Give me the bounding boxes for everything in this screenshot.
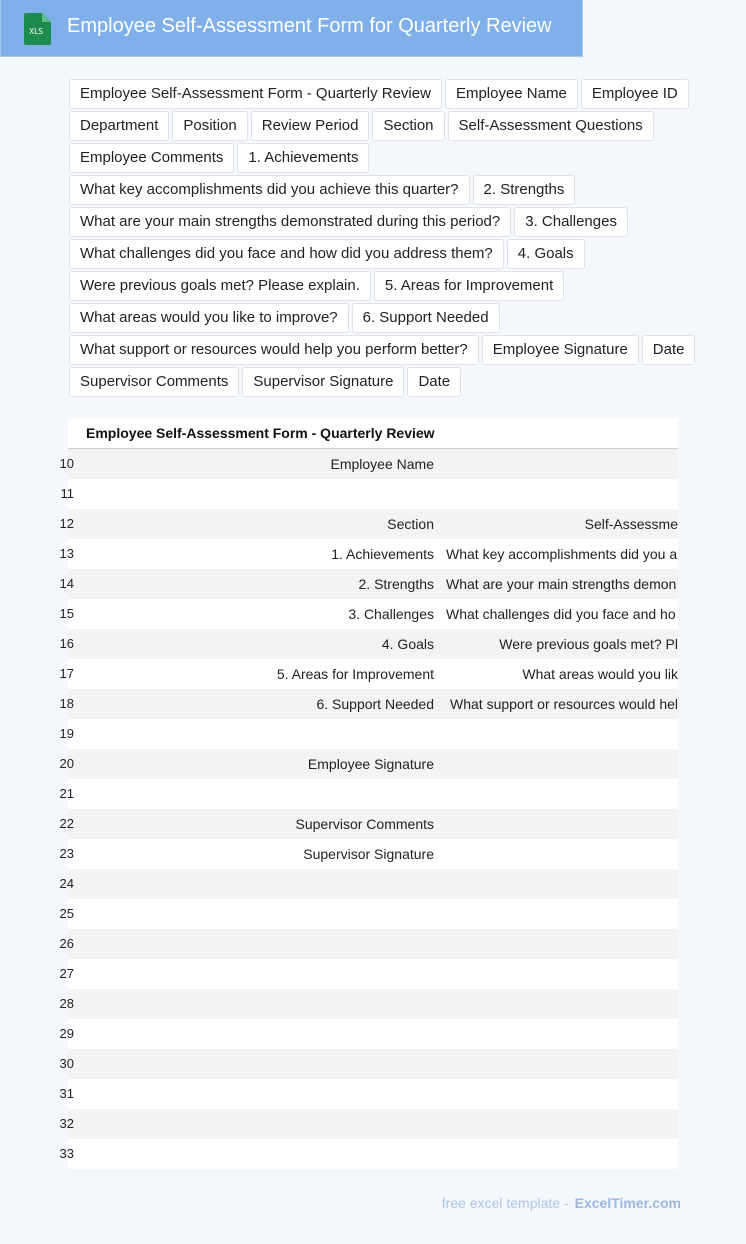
xls-file-icon <box>23 13 51 45</box>
keyword-tag[interactable]: Self-Assessment Questions <box>448 111 654 141</box>
row-number: 30 <box>59 1056 74 1071</box>
tag-row <box>69 207 694 239</box>
sheet-row <box>59 629 678 659</box>
keyword-tag[interactable]: Supervisor Comments <box>69 367 239 397</box>
sheet-row <box>59 659 678 689</box>
cell-question: What support or resources would hel <box>450 696 678 712</box>
sheet-rows <box>59 449 678 1169</box>
tag-row <box>69 271 694 303</box>
footer-text: free excel template - <box>441 1195 569 1211</box>
keyword-tag[interactable]: What areas would you like to improve? <box>69 303 349 333</box>
row-number: 27 <box>59 966 74 981</box>
tag-row <box>69 303 694 335</box>
keyword-tag[interactable]: What support or resources would help you perform better? <box>69 335 479 365</box>
sheet-row <box>60 479 678 509</box>
keyword-tag[interactable]: Employee Name <box>445 79 578 109</box>
keyword-tag[interactable]: 2. Strengths <box>473 175 576 205</box>
sheet-row <box>59 929 678 959</box>
keyword-tag[interactable]: What challenges did you face and how did you address them? <box>69 239 504 269</box>
sheet-row <box>59 599 678 629</box>
cell-label: 1. Achievements <box>331 546 434 562</box>
spreadsheet-preview <box>59 418 678 1168</box>
sheet-row <box>59 689 678 719</box>
keyword-tag[interactable]: What are your main strengths demonstrated during this period? <box>69 207 511 237</box>
keyword-tag[interactable]: What key accomplishments did you achieve this quarter? <box>69 175 470 205</box>
cell-label: 5. Areas for Improvement <box>276 666 434 682</box>
keyword-tag[interactable]: Employee ID <box>581 79 689 109</box>
row-number: 20 <box>59 756 74 771</box>
cell-label: 2. Strengths <box>358 576 434 592</box>
cell-question: Were previous goals met? Pl <box>499 636 678 652</box>
sheet-row <box>59 869 678 899</box>
cell-question: What areas would you lik <box>522 666 678 682</box>
row-number: 19 <box>59 726 74 741</box>
row-number: 13 <box>59 546 74 561</box>
row-number: 15 <box>59 606 74 621</box>
keyword-tag[interactable]: Review Period <box>251 111 370 141</box>
sheet-row <box>59 959 678 989</box>
keyword-tag[interactable]: Department <box>69 111 169 141</box>
keyword-tag[interactable]: Employee Signature <box>482 335 639 365</box>
cell-question: What are your main strengths demon <box>446 576 677 592</box>
keyword-tag[interactable]: Employee Comments <box>69 143 234 173</box>
keyword-tag-list <box>69 79 694 399</box>
row-number: 32 <box>59 1116 74 1131</box>
sheet-row <box>59 569 678 599</box>
row-number: 16 <box>59 636 74 651</box>
row-number: 33 <box>59 1146 74 1161</box>
sheet-row <box>59 779 678 809</box>
cell-label: 3. Challenges <box>348 606 434 622</box>
sheet-row <box>59 1079 678 1109</box>
keyword-tag[interactable]: Date <box>407 367 461 397</box>
row-number: 22 <box>59 816 74 831</box>
row-number: 14 <box>59 576 74 591</box>
sheet-row <box>59 1139 678 1169</box>
tag-row <box>69 79 694 111</box>
tag-row <box>69 239 694 271</box>
row-number: 17 <box>59 666 74 681</box>
keyword-tag[interactable]: 4. Goals <box>507 239 585 269</box>
row-number: 11 <box>60 486 74 501</box>
sheet-row <box>59 989 678 1019</box>
title-bar <box>0 0 583 57</box>
sheet-row <box>59 1109 678 1139</box>
sheet-header <box>68 418 678 449</box>
row-number: 12 <box>59 516 74 531</box>
page-title: Employee Self-Assessment Form for Quarterly Review <box>67 15 552 37</box>
row-number: 26 <box>59 936 74 951</box>
cell-label: 4. Goals <box>381 636 434 652</box>
row-number: 18 <box>59 696 74 711</box>
cell-label: Employee Name <box>330 456 434 472</box>
row-number: 29 <box>59 1026 74 1041</box>
keyword-tag[interactable]: Date <box>642 335 696 365</box>
sheet-row <box>59 809 678 839</box>
row-number: 31 <box>59 1086 74 1101</box>
keyword-tag[interactable]: 1. Achievements <box>237 143 369 173</box>
keyword-tag[interactable]: 5. Areas for Improvement <box>374 271 564 301</box>
row-number: 25 <box>59 906 74 921</box>
sheet-row <box>59 749 678 779</box>
keyword-tag[interactable]: Employee Self-Assessment Form - Quarterly Review <box>69 79 442 109</box>
keyword-tag[interactable]: Section <box>372 111 444 141</box>
keyword-tag[interactable]: Supervisor Signature <box>242 367 404 397</box>
keyword-tag[interactable]: Position <box>172 111 247 141</box>
row-number: 28 <box>59 996 74 1011</box>
xls-icon-label: XLS <box>28 27 44 36</box>
row-number: 10 <box>59 456 74 471</box>
cell-question: Self-Assessme <box>584 516 678 532</box>
cell-label: 6. Support Needed <box>316 696 434 712</box>
footer <box>442 1195 681 1211</box>
cell-label: Employee Signature <box>307 756 434 772</box>
tag-row <box>69 175 694 207</box>
keyword-tag[interactable]: Were previous goals met? Please explain. <box>69 271 371 301</box>
footer-brand-link[interactable]: ExcelTimer.com <box>574 1195 681 1211</box>
sheet-row <box>59 509 678 539</box>
sheet-row <box>59 839 678 869</box>
sheet-row <box>59 899 678 929</box>
cell-label: Supervisor Comments <box>295 816 434 832</box>
sheet-row <box>59 449 678 479</box>
cell-label: Supervisor Signature <box>303 846 434 862</box>
tag-row <box>69 367 694 399</box>
sheet-row <box>59 1049 678 1079</box>
keyword-tag[interactable]: 6. Support Needed <box>352 303 500 333</box>
keyword-tag[interactable]: 3. Challenges <box>514 207 628 237</box>
sheet-row <box>59 539 678 569</box>
tag-row <box>69 111 694 143</box>
tag-row <box>69 143 694 175</box>
sheet-row <box>59 719 678 749</box>
row-number: 21 <box>59 786 74 801</box>
row-number: 23 <box>59 846 74 861</box>
tag-row <box>69 335 694 367</box>
cell-label: Section <box>387 516 434 532</box>
sheet-row <box>59 1019 678 1049</box>
cell-question: What key accomplishments did you a <box>446 546 678 562</box>
row-number: 24 <box>59 876 74 891</box>
sheet-title: Employee Self-Assessment Form - Quarterly Review <box>86 425 435 441</box>
cell-question: What challenges did you face and ho <box>446 606 676 622</box>
